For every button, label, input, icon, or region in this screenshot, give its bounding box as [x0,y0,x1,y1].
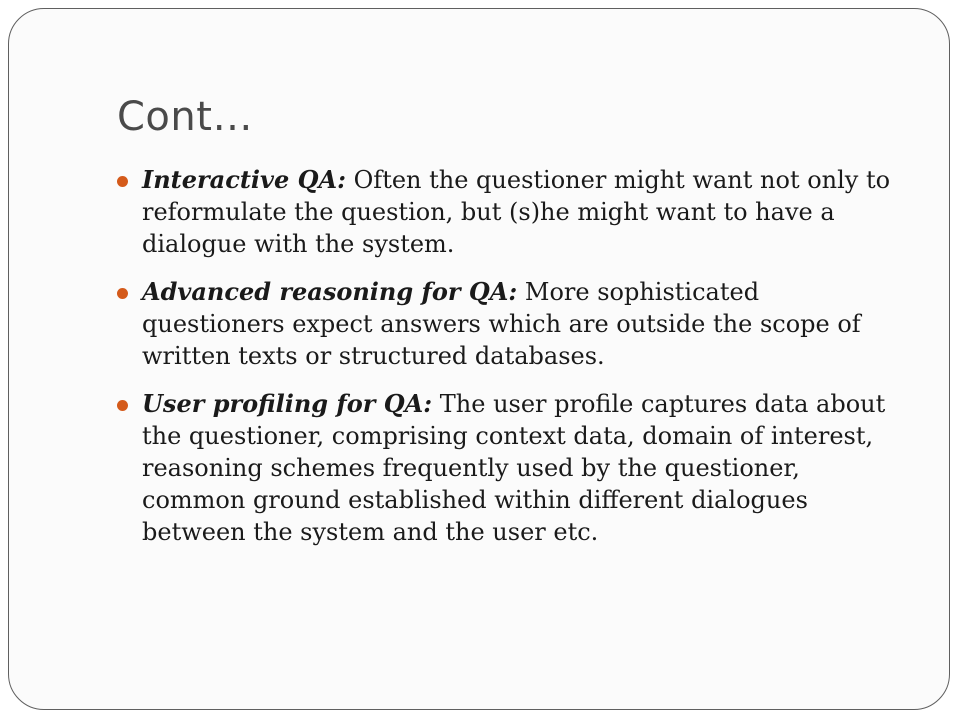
bullet-text: More sophisticated questioners expect answers which are outside the scope of written texts or structured databases. [142,278,861,370]
bullet-term: Advanced reasoning for QA: [142,277,518,306]
bullet-term: Interactive QA: [142,165,346,194]
bullet-dot-icon [117,288,128,299]
bullet-dot-icon [117,176,128,187]
bullet-dot-icon [117,400,128,411]
bullet-list [117,164,897,564]
bullet-item-user-profiling [117,388,897,548]
bullet-item-advanced-reasoning [117,276,897,372]
bullet-item-interactive-qa [117,164,897,260]
bullet-term: User profiling for QA: [142,389,433,418]
slide-title: Cont… [117,94,253,140]
slide-frame [8,8,950,710]
bullet-text: The user profile captures data about the questioner, comprising context data, domain of interest, reasoning schemes frequently used by the questioner, common ground established within different dialogues between the system and the user etc. [142,390,886,546]
bullet-text: Often the questioner might want not only to reformulate the question, but (s)he might want to have a dialogue with the system. [142,166,891,258]
